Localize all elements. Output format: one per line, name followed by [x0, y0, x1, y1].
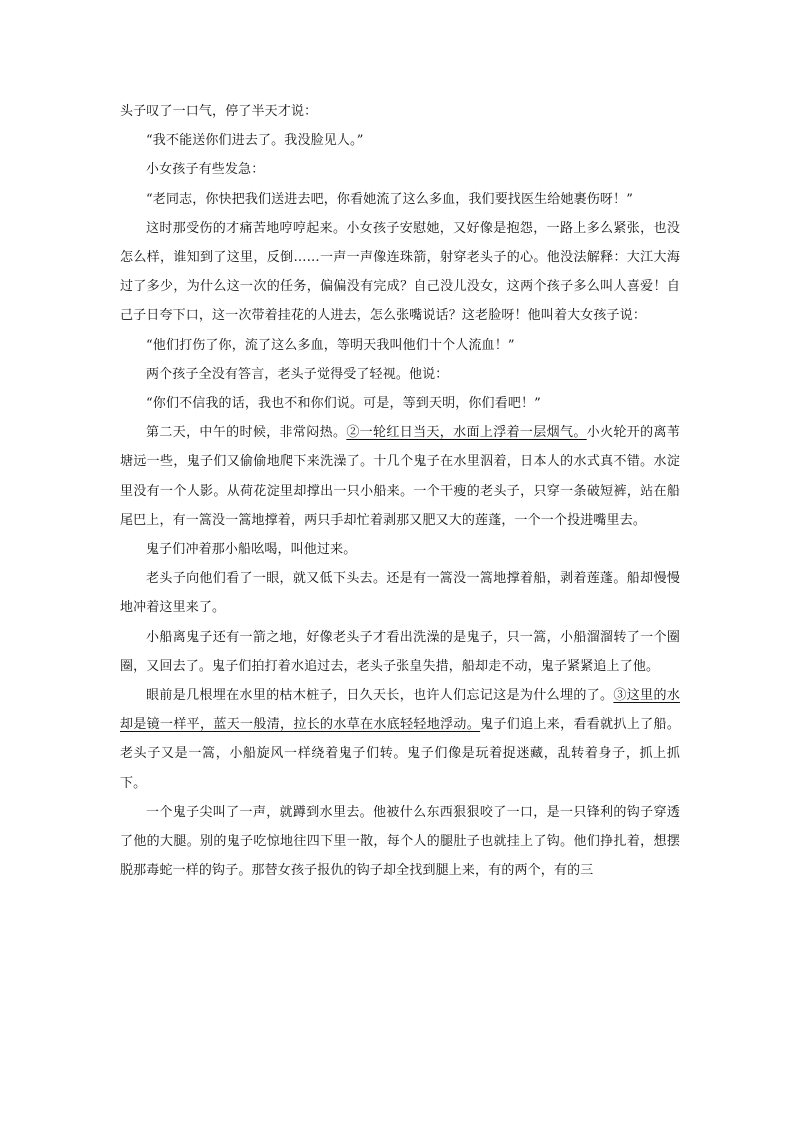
paragraph: 头子叹了一口气，停了半天才说：: [120, 104, 318, 119]
paragraph-text-after: 小火轮开的离苇塘远一些，鬼子们又偷偷地爬下来洗澡了。十几个鬼子在水里泅着，日本人的水式真不错。水淀里没有一个人影。从荷花淀里却撑出一只小船来。一个干瘦的老头子，只穿一条破短裤，站在船尾巴上，有一篙没一篙地撑着，两只手却忙着剥那又肥又大的莲蓬，一个一个投进嘴里去。: [120, 425, 680, 528]
dialogue-paragraph: “他们打伤了你，流了这么多血，等明天我叫他们十个人流血！”: [146, 337, 515, 353]
paragraph: 两个孩子全没有答言，老头子觉得受了轻视。他说：: [146, 366, 449, 382]
paragraph: 一个鬼子尖叫了一声，就蹲到水里去。他被什么东西狠狠咬了一口，是一只锋利的钩子穿透了他的大腿。别的鬼子吃惊地往四下里一散，每个人的腿肚子也就挂上了钩。他们挣扎着，想摆脱那毒蛇一样的钩子。那替女孩子报仇的钩子却全找到腿上来，有的两个，有的三: [120, 804, 680, 879]
paragraph: 鬼子们冲着那小船吆喝，叫他过来。: [146, 542, 357, 558]
underlined-sentence-3: ③这里的水却是镜一样平，蓝天一般清，拉长的水草在水底轻轻地浮动。: [120, 688, 680, 733]
dialogue-paragraph: “老同志，你快把我们送进去吧，你看她流了这么多血，我们要找医生给她裹伤呀！”: [146, 191, 633, 207]
paragraph-text-before: 眼前是几根埋在水里的枯木桩子，日久天长，也许人们忘记这是为什么埋的了。: [146, 688, 614, 704]
dialogue-paragraph: “你们不信我的话，我也不和你们说。可是，等到天明，你们看吧！”: [146, 396, 541, 412]
paragraph-text-before: 第二天，中午的时候，非常闷热。: [146, 425, 347, 441]
paragraph: 老头子向他们看了一眼，就又低下头去。还是有一篙没一篙地撑着船，剥着莲蓬。船却慢慢地冲着这里来了。: [120, 571, 680, 616]
paragraph-with-marked-sentence-3: [120, 681, 680, 798]
story-text: [120, 97, 680, 885]
dialogue-paragraph: “我不能送你们进去了。我没脸见人。”: [146, 133, 364, 149]
underlined-sentence-2: ②一轮红日当天，水面上浮着一层烟气。: [346, 425, 587, 441]
paragraph: 小女孩子有些发急：: [146, 162, 265, 178]
paragraph: 这时那受伤的才痛苦地哼哼起来。小女孩子安慰她，又好像是抱怨，一路上多么紧张，也没怎么样，谁知到了这里，反倒……一声一声像连珠箭，射穿老头子的心。他没法解释：大江大海过了多少，为什么这一次的任务，偏偏没有完成？自己没儿没女，这两个孩子多么叫人喜爱！自己子日夸下口，这一次带着挂花的人进去，怎么张嘴说话？这老脸呀！他叫着大女孩子说：: [120, 220, 680, 324]
paragraph-with-marked-sentence-2: [120, 418, 680, 535]
paragraph: 小船离鬼子还有一箭之地，好像老头子才看出洗澡的是鬼子，只一篙，小船溜溜转了一个圈圈，又回去了。鬼子们拍打着水追过去，老头子张皇失措，船却走不动，鬼子紧紧追上了他。: [120, 629, 680, 674]
paragraph-text-after: 鬼子们追上来，看看就扒上了船。老头子又是一篙，小船旋风一样绕着鬼子们转。鬼子们像是玩着捉迷藏，乱转着身子，抓上抓下。: [120, 717, 680, 791]
